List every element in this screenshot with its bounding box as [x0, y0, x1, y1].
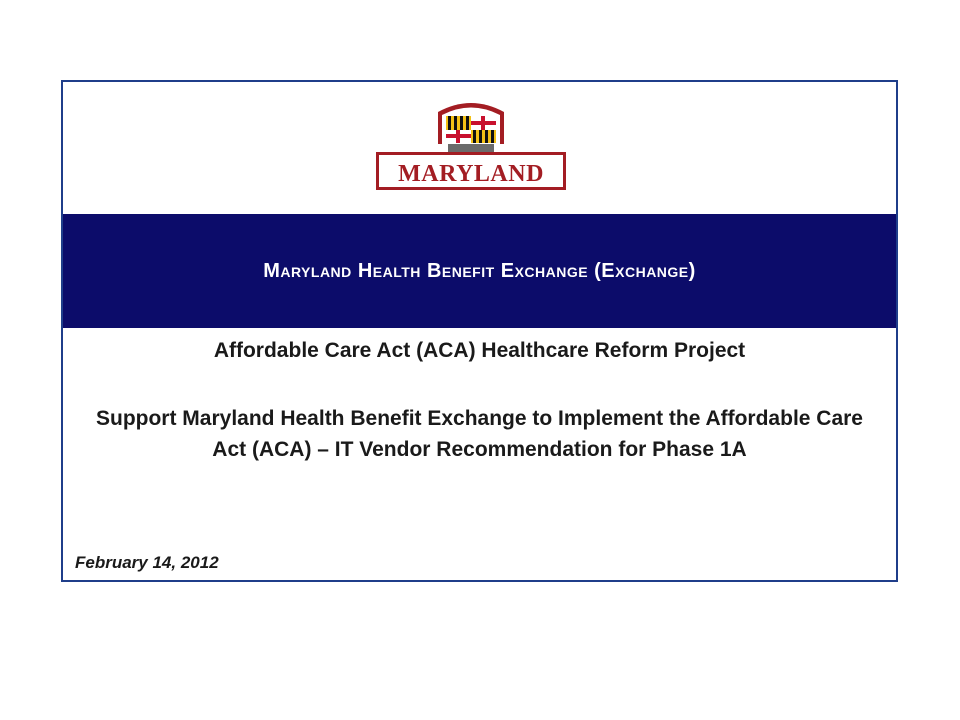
logo-wordmark-text: MARYLAND — [398, 161, 544, 187]
title-band — [63, 214, 896, 328]
project-subtitle: Affordable Care Act (ACA) Healthcare Reform Project — [213, 339, 746, 362]
project-description: Support Maryland Health Benefit Exchange to Implement the Affordable Care Act (ACA) – IT Vendor Recommendation for Phase 1A — [95, 407, 863, 461]
exchange-title: Maryland Health Benefit Exchange (Exchange) — [263, 259, 696, 282]
logo-seal-ribbon — [448, 144, 494, 152]
maryland-flag-icon — [446, 116, 496, 143]
maryland-logo — [376, 94, 566, 190]
maryland-logo-graphic — [376, 94, 566, 190]
slide-frame — [61, 80, 898, 582]
slide-date: February 14, 2012 — [75, 553, 219, 572]
